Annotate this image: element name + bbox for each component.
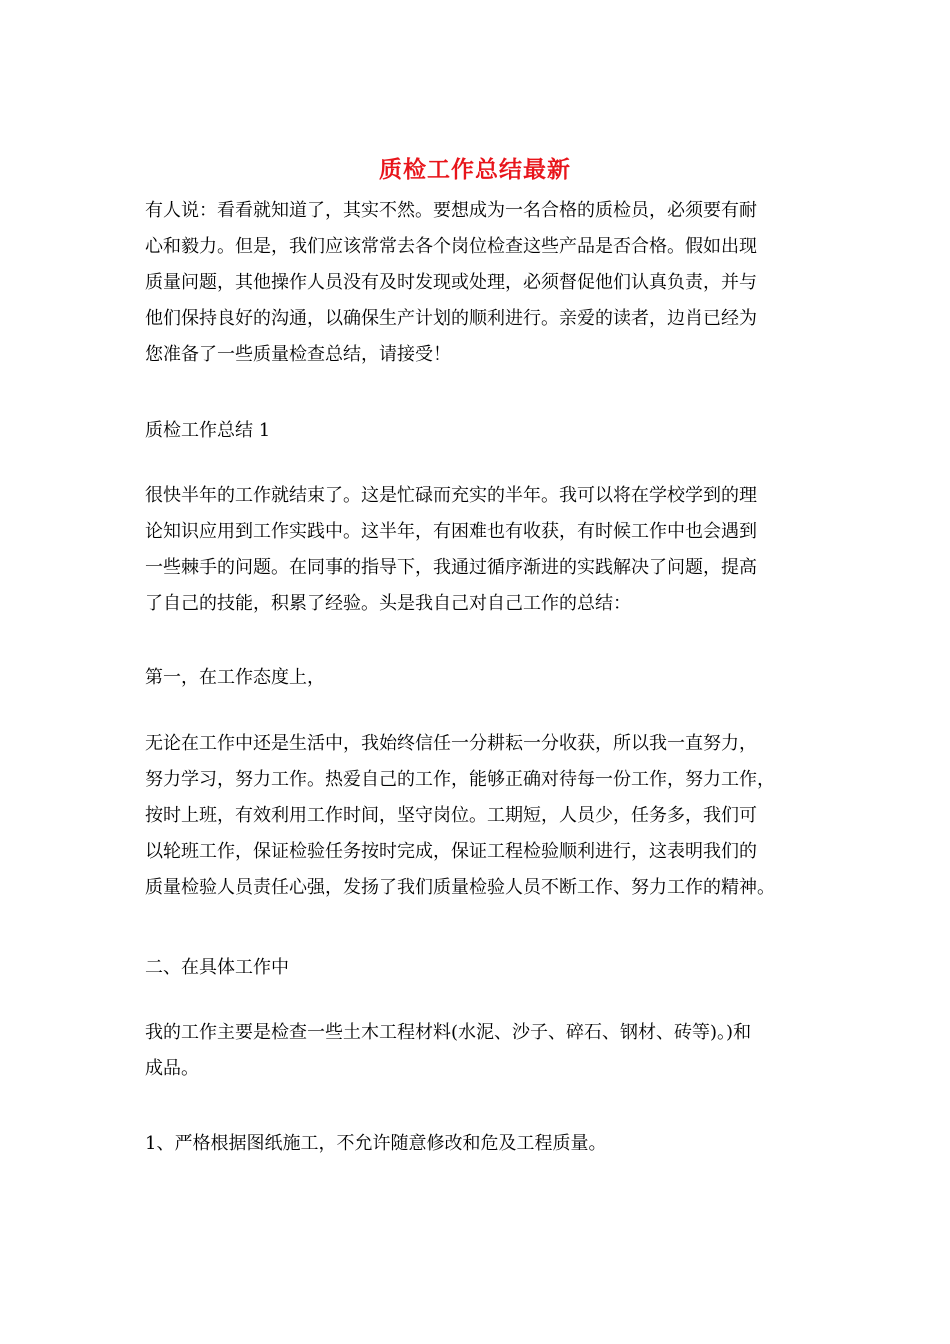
paragraph-line: 论知识应用到工作实践中。这半年，有困难也有收获，有时候工作中也会遇到 bbox=[145, 521, 757, 542]
intro-line: 有人说：看看就知道了，其实不然。要想成为一名合格的质检员，必须要有耐 bbox=[145, 200, 757, 221]
point1-heading bbox=[145, 660, 810, 696]
section-heading bbox=[145, 413, 810, 449]
intro-line: 他们保持良好的沟通，以确保生产计划的顺利进行。亲爱的读者，边肖已经为 bbox=[145, 308, 757, 329]
intro-paragraph bbox=[145, 193, 810, 373]
point2-heading-text: 二、在具体工作中 bbox=[145, 957, 289, 978]
point1-paragraph bbox=[145, 726, 810, 906]
section1-paragraph bbox=[145, 478, 810, 622]
paragraph-line: 成品。 bbox=[145, 1058, 199, 1079]
point1-heading-text: 第一，在工作态度上， bbox=[145, 667, 325, 688]
item1-text: 1、严格根据图纸施工，不允许随意修改和危及工程质量。 bbox=[145, 1133, 607, 1154]
paragraph-line: 了自己的技能，积累了经验。头是我自己对自己工作的总结： bbox=[145, 593, 631, 614]
point2-heading bbox=[145, 950, 810, 986]
intro-line: 质量问题，其他操作人员没有及时发现或处理，必须督促他们认真负责，并与 bbox=[145, 272, 757, 293]
point2-paragraph bbox=[145, 1015, 810, 1087]
paragraph-line: 以轮班工作，保证检验任务按时完成，保证工程检验顺利进行，这表明我们的 bbox=[145, 841, 757, 862]
paragraph-line: 很快半年的工作就结束了。这是忙碌而充实的半年。我可以将在学校学到的理 bbox=[145, 485, 757, 506]
paragraph-line: 无论在工作中还是生活中，我始终信任一分耕耘一分收获，所以我一直努力， bbox=[145, 733, 757, 754]
paragraph-line: 一些棘手的问题。在同事的指导下，我通过循序渐进的实践解决了问题，提高 bbox=[145, 557, 757, 578]
paragraph-line: 按时上班，有效利用工作时间，坚守岗位。工期短，人员少，任务多，我们可 bbox=[145, 805, 757, 826]
item1-paragraph bbox=[145, 1126, 810, 1162]
paragraph-line: 努力学习，努力工作。热爱自己的工作，能够正确对待每一份工作，努力工作， bbox=[145, 769, 775, 790]
intro-line: 您准备了一些质量检查总结，请接受！ bbox=[145, 344, 451, 365]
intro-line: 心和毅力。但是，我们应该常常去各个岗位检查这些产品是否合格。假如出现 bbox=[145, 236, 757, 257]
document-title: 质检工作总结最新 bbox=[379, 156, 571, 183]
paragraph-line: 质量检验人员责任心强，发扬了我们质量检验人员不断工作、努力工作的精神。 bbox=[145, 877, 775, 898]
section-heading-text: 质检工作总结 1 bbox=[145, 420, 271, 441]
paragraph-line: 我的工作主要是检查一些土木工程材料(水泥、沙子、碎石、钢材、砖等)。)和 bbox=[145, 1022, 752, 1043]
